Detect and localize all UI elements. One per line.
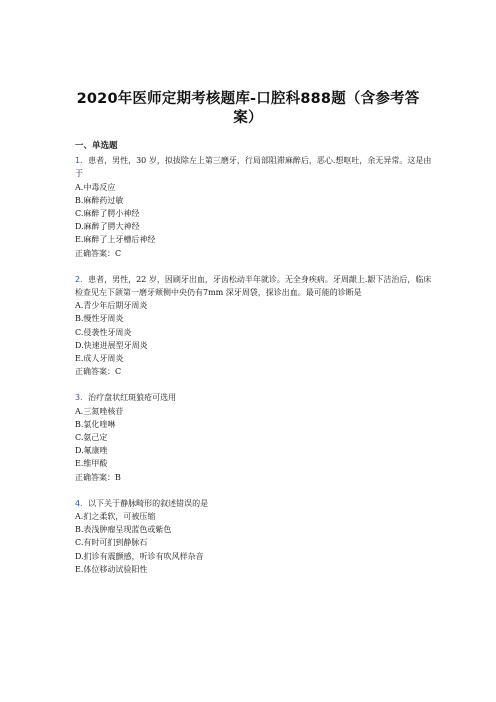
question-stem bbox=[75, 497, 435, 510]
option: E.维甲酸 bbox=[75, 459, 108, 469]
question-number: 3． bbox=[75, 393, 89, 403]
question-text: 患者，男性，30 岁，拟拔除左上第三磨牙，行局部阻滞麻醉后，恶心.想呕吐，余无异常。这是由于 bbox=[75, 156, 432, 179]
option: C.麻醉了腭小神经 bbox=[75, 209, 140, 219]
question-4 bbox=[75, 497, 435, 576]
option: D.麻醉了腭大神经 bbox=[75, 222, 140, 232]
section-heading: 一、单选题 bbox=[75, 141, 118, 151]
document-body bbox=[75, 140, 435, 589]
title-line-1: 2020年医师定期考核题库-口腔科888题（含参考答 bbox=[76, 91, 420, 107]
option: E.体位移动试验阳性 bbox=[75, 564, 148, 574]
question-2 bbox=[75, 273, 435, 379]
correct-answer: 正确答案：C bbox=[75, 248, 122, 258]
question-stem bbox=[75, 154, 435, 180]
option: E.成人牙周炎 bbox=[75, 354, 124, 364]
option: C.侵袭性牙周炎 bbox=[75, 327, 132, 337]
option: C.氨己定 bbox=[75, 433, 108, 443]
option: B.麻醉药过敏 bbox=[75, 195, 124, 205]
option: D.快速进展型牙周炎 bbox=[75, 340, 148, 350]
question-number: 2． bbox=[75, 274, 89, 284]
option: A.中毒反应 bbox=[75, 182, 116, 192]
option: B.氯化喹啉 bbox=[75, 419, 116, 429]
option: A.扪之柔软，可被压缩 bbox=[75, 512, 156, 522]
option: A.三氮唑核苷 bbox=[75, 406, 124, 416]
question-text: 以下关于静脉畸形的叙述错误的是 bbox=[88, 498, 209, 508]
option: C.有时可扪到静脉石 bbox=[75, 538, 148, 548]
question-stem bbox=[75, 391, 435, 404]
option: D.氟康唑 bbox=[75, 446, 108, 456]
question-text: 患者，男性，22 岁，因刷牙出血，牙齿松动半年就诊。无全身疾病。牙周龈上.龈下洁治后，临床检查见左下颌第一磨牙颊侧中央仍有7mm 深牙周袋，探诊出血。最可能的诊断是 bbox=[75, 274, 432, 298]
option: E.麻醉了上牙槽后神经 bbox=[75, 235, 156, 245]
question-number: 4． bbox=[75, 498, 89, 508]
question-stem bbox=[75, 273, 435, 299]
title-line-2: 案） bbox=[233, 110, 263, 126]
correct-answer: 正确答案：C bbox=[75, 367, 122, 377]
question-1 bbox=[75, 154, 435, 260]
document-title bbox=[60, 90, 436, 128]
question-text: 治疗盘状红斑狼疮可选用 bbox=[88, 393, 177, 403]
correct-answer: 正确答案：B bbox=[75, 472, 121, 482]
question-number: 1． bbox=[75, 156, 89, 166]
option: D.扪诊有震颤感，听诊有吹风样杂音 bbox=[75, 551, 204, 561]
option: B.慢性牙周炎 bbox=[75, 314, 124, 324]
option: B.表浅肿瘤呈现蓝色或紫色 bbox=[75, 525, 172, 535]
question-3 bbox=[75, 391, 435, 483]
option: A.青少年后期牙周炎 bbox=[75, 301, 148, 311]
